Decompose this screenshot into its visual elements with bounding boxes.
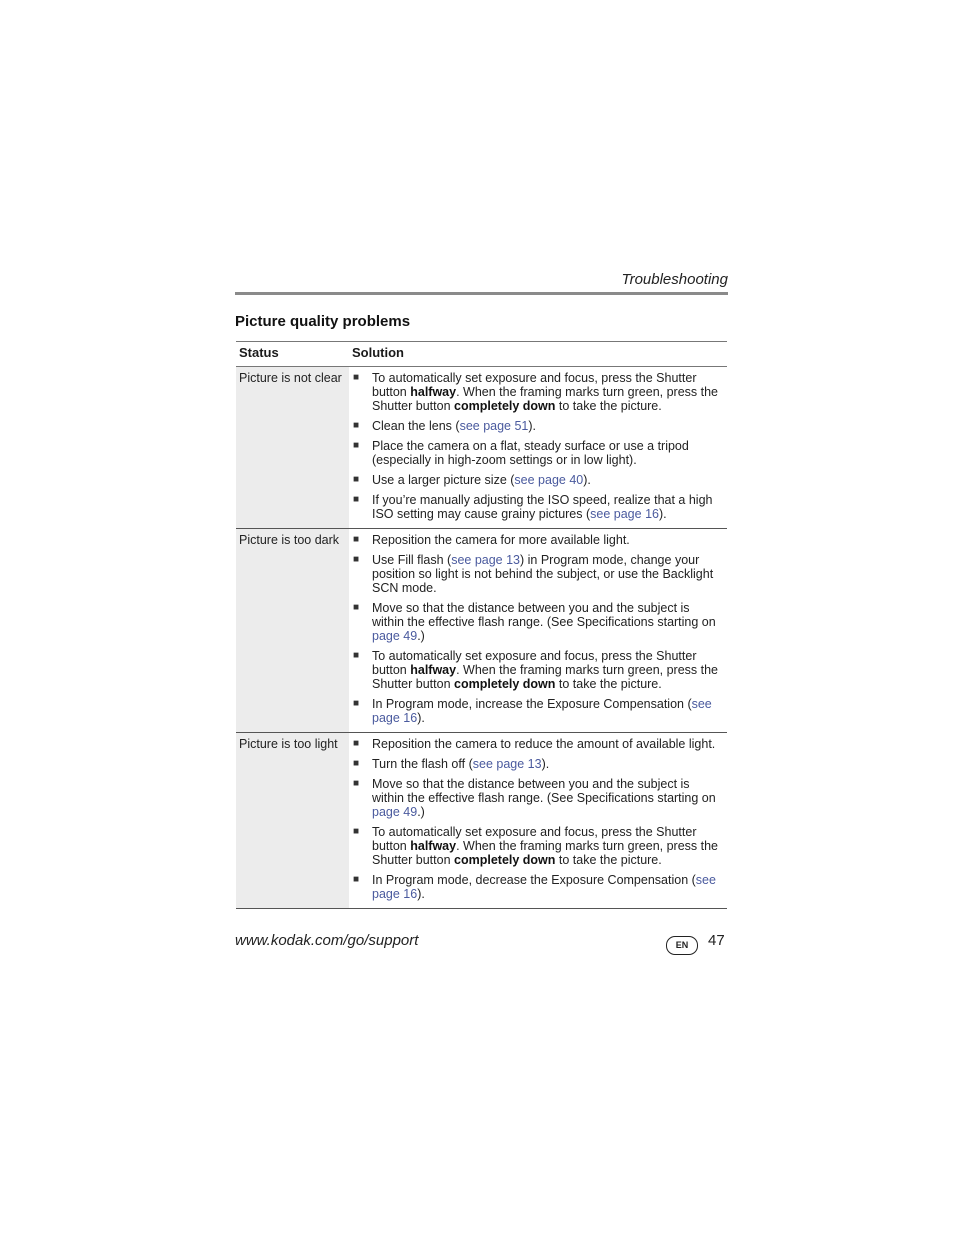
text-segment: In Program mode, increase the Exposure Compensation ( — [372, 697, 692, 711]
solution-text — [372, 697, 724, 725]
text-segment: Use Fill flash ( — [372, 553, 452, 567]
bullet-square-icon: ■ — [353, 420, 360, 431]
bullet-square-icon: ■ — [353, 534, 360, 545]
bullet-square-icon: ■ — [353, 554, 360, 565]
text-segment: . When the framing marks turn green, press the Shutter button — [372, 663, 719, 691]
solution-text — [372, 757, 724, 771]
solution-text — [372, 737, 724, 751]
bullet-square-icon: ■ — [353, 698, 360, 709]
solution-cell — [349, 367, 727, 528]
column-header-solution: Solution — [352, 345, 404, 360]
bullet-square-icon: ■ — [353, 372, 360, 383]
solution-item — [352, 371, 724, 413]
text-segment: Turn the flash off ( — [372, 757, 473, 771]
solution-item — [352, 439, 724, 467]
solution-item — [352, 553, 724, 595]
solution-text — [372, 649, 724, 691]
status-cell: Picture is too dark — [236, 529, 349, 732]
page-reference-link[interactable]: see page 13 — [451, 553, 520, 567]
solution-text — [372, 553, 724, 595]
status-cell: Picture is not clear — [236, 367, 349, 528]
text-segment: Reposition the camera for more available light. — [372, 533, 630, 547]
text-segment: To automatically set exposure and focus, press the Shutter button — [372, 649, 697, 677]
text-segment: In Program mode, decrease the Exposure Compensation ( — [372, 873, 696, 887]
solution-text — [372, 825, 724, 867]
bullet-square-icon: ■ — [353, 440, 360, 451]
text-segment: Move so that the distance between you and the subject is within the effective flash range. (See Specifications starting on — [372, 777, 716, 805]
page-reference-link[interactable]: page 49 — [372, 805, 418, 819]
emphasis-text: halfway — [410, 839, 457, 853]
troubleshooting-table — [236, 341, 727, 909]
page-reference-link[interactable]: see page 40 — [514, 473, 584, 487]
text-segment: ). — [528, 419, 537, 433]
section-header: Troubleshooting — [621, 271, 728, 288]
solution-item — [352, 697, 724, 725]
text-segment: to take the picture. — [555, 399, 662, 413]
solution-item — [352, 737, 724, 751]
language-badge: EN — [666, 936, 698, 955]
solution-item — [352, 757, 724, 771]
solution-text — [372, 533, 724, 547]
solution-text — [372, 439, 724, 467]
solution-text — [372, 493, 724, 521]
text-segment: If you’re manually adjusting the ISO speed, realize that a high ISO setting may cause grainy pictures ( — [372, 493, 713, 521]
bullet-square-icon: ■ — [353, 874, 360, 885]
emphasis-text: completely down — [454, 853, 556, 867]
text-segment: ). — [417, 887, 425, 901]
solution-item — [352, 873, 724, 901]
status-cell: Picture is too light — [236, 733, 349, 908]
page-reference-link[interactable]: see page 16 — [590, 507, 659, 521]
bullet-square-icon: ■ — [353, 494, 360, 505]
page-title: Picture quality problems — [235, 313, 411, 330]
solution-text — [372, 371, 724, 413]
page-reference-link[interactable]: see page 13 — [472, 757, 542, 771]
text-segment: ). — [658, 507, 667, 521]
header-divider — [235, 292, 728, 295]
text-segment: .) — [417, 805, 425, 819]
solution-item — [352, 649, 724, 691]
bullet-square-icon: ■ — [353, 602, 360, 613]
text-segment: To automatically set exposure and focus, press the Shutter button — [372, 825, 697, 853]
table-row — [236, 367, 727, 529]
bullet-square-icon: ■ — [353, 650, 360, 661]
table-body — [236, 367, 727, 909]
solution-item — [352, 777, 724, 819]
bullet-square-icon: ■ — [353, 738, 360, 749]
text-segment: Move so that the distance between you and the subject is within the effective flash range. (See Specifications starting on — [372, 601, 716, 629]
emphasis-text: completely down — [454, 399, 556, 413]
solution-item — [352, 533, 724, 547]
text-segment: Place the camera on a flat, steady surface or use a tripod (especially in high-zoom settings or in low light). — [372, 439, 689, 467]
text-segment: .) — [417, 629, 425, 643]
text-segment: To automatically set exposure and focus, press the Shutter button — [372, 371, 697, 399]
table-row — [236, 733, 727, 909]
text-segment: Use a larger picture size ( — [372, 473, 515, 487]
text-segment: to take the picture. — [555, 853, 662, 867]
page-reference-link[interactable]: page 49 — [372, 629, 418, 643]
emphasis-text: completely down — [454, 677, 556, 691]
table-header — [236, 342, 727, 367]
bullet-square-icon: ■ — [353, 758, 360, 769]
solution-item — [352, 473, 724, 487]
solution-text — [372, 419, 724, 433]
page-reference-link[interactable]: see page 16 — [372, 697, 712, 725]
text-segment: Clean the lens ( — [372, 419, 460, 433]
bullet-square-icon: ■ — [353, 778, 360, 789]
solution-text — [372, 777, 724, 819]
solution-cell — [349, 733, 727, 908]
solution-text — [372, 473, 724, 487]
solution-item — [352, 419, 724, 433]
page-reference-link[interactable]: see page 51 — [459, 419, 529, 433]
solution-item — [352, 601, 724, 643]
page-number: 47 — [708, 932, 725, 949]
text-segment: . When the framing marks turn green, press the Shutter button — [372, 839, 719, 867]
bullet-square-icon: ■ — [353, 474, 360, 485]
emphasis-text: halfway — [410, 663, 457, 677]
column-header-status: Status — [239, 345, 279, 360]
bullet-square-icon: ■ — [353, 826, 360, 837]
text-segment: ). — [583, 473, 591, 487]
text-segment: . When the framing marks turn green, press the Shutter button — [372, 385, 719, 413]
support-url[interactable]: www.kodak.com/go/support — [235, 932, 419, 949]
table-row — [236, 529, 727, 733]
text-segment: to take the picture. — [555, 677, 662, 691]
solution-item — [352, 825, 724, 867]
solution-item — [352, 493, 724, 521]
text-segment: ) in Program mode, change your position so light is not behind the subject, or use the Backlight SCN mode. — [372, 553, 714, 595]
text-segment: ). — [417, 711, 425, 725]
emphasis-text: halfway — [410, 385, 457, 399]
solution-text — [372, 601, 724, 643]
solution-text — [372, 873, 724, 901]
page-reference-link[interactable]: see page 16 — [372, 873, 716, 901]
text-segment: Reposition the camera to reduce the amount of available light. — [372, 737, 716, 751]
solution-cell — [349, 529, 727, 732]
text-segment: ). — [541, 757, 550, 771]
